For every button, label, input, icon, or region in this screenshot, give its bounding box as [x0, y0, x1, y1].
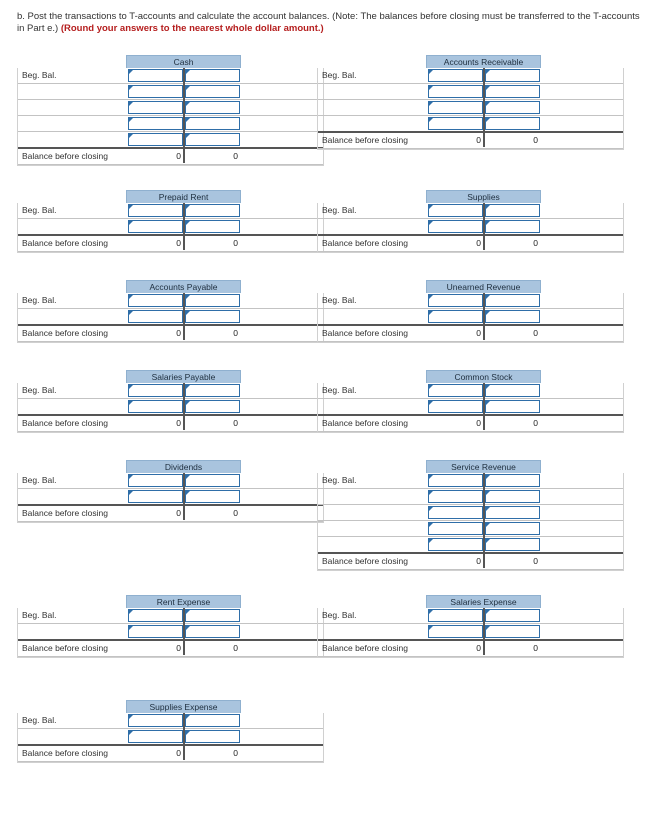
debit-input[interactable]	[428, 609, 483, 622]
debit-input[interactable]	[128, 101, 183, 114]
debit-input[interactable]	[128, 625, 183, 638]
entry-row	[318, 84, 623, 100]
debit-input[interactable]	[128, 730, 183, 743]
credit-balance: 0	[233, 328, 238, 338]
entry-row	[18, 203, 323, 219]
debit-input[interactable]	[428, 474, 483, 487]
entry-row	[18, 309, 323, 326]
t-account-body	[17, 203, 324, 253]
beg-bal-label: Beg. Bal.	[22, 715, 57, 725]
beg-bal-label: Beg. Bal.	[322, 295, 357, 305]
beg-bal-label: Beg. Bal.	[22, 295, 57, 305]
entry-row	[18, 84, 323, 100]
credit-input[interactable]	[485, 522, 540, 535]
entry-row	[18, 219, 323, 236]
credit-balance: 0	[533, 556, 538, 566]
debit-input[interactable]	[428, 204, 483, 217]
debit-balance: 0	[176, 238, 181, 248]
beg-bal-label: Beg. Bal.	[22, 385, 57, 395]
credit-balance: 0	[533, 135, 538, 145]
t-account-body	[17, 383, 324, 433]
t-account-title: Unearned Revenue	[426, 280, 541, 293]
credit-input[interactable]	[485, 609, 540, 622]
balance-label: Balance before closing	[322, 418, 409, 428]
debit-balance: 0	[176, 418, 181, 428]
balance-row	[318, 326, 623, 342]
entry-row	[318, 537, 623, 554]
t-account-body	[17, 68, 324, 166]
entry-row	[18, 608, 323, 624]
debit-input[interactable]	[428, 538, 483, 551]
debit-input[interactable]	[428, 522, 483, 535]
debit-input[interactable]	[128, 294, 183, 307]
credit-input[interactable]	[485, 474, 540, 487]
debit-input[interactable]	[428, 85, 483, 98]
balance-row	[318, 554, 623, 570]
t-account-unearned-revenue	[317, 280, 624, 343]
debit-balance: 0	[176, 508, 181, 518]
credit-input[interactable]	[185, 490, 240, 503]
instructions	[17, 11, 642, 34]
t-account-salaries-payable	[17, 370, 324, 433]
entry-row	[18, 132, 323, 149]
debit-input[interactable]	[428, 384, 483, 397]
entry-row	[18, 473, 323, 489]
credit-balance: 0	[533, 643, 538, 653]
entry-row	[18, 100, 323, 116]
credit-balance: 0	[533, 418, 538, 428]
debit-balance: 0	[176, 328, 181, 338]
entry-row	[18, 713, 323, 729]
t-account-title: Supplies Expense	[126, 700, 241, 713]
t-account-supplies	[317, 190, 624, 253]
t-account-title: Service Revenue	[426, 460, 541, 473]
debit-input[interactable]	[428, 400, 483, 413]
balance-row	[18, 506, 323, 522]
debit-balance: 0	[476, 328, 481, 338]
credit-input[interactable]	[185, 294, 240, 307]
debit-input[interactable]	[128, 490, 183, 503]
credit-input[interactable]	[485, 117, 540, 130]
entry-row	[318, 203, 623, 219]
entry-row	[318, 624, 623, 641]
beg-bal-label: Beg. Bal.	[322, 205, 357, 215]
debit-input[interactable]	[428, 490, 483, 503]
debit-balance: 0	[476, 556, 481, 566]
debit-input[interactable]	[128, 609, 183, 622]
credit-input[interactable]	[185, 117, 240, 130]
debit-balance: 0	[476, 238, 481, 248]
t-account-divider	[183, 473, 185, 520]
t-account-divider	[483, 68, 485, 147]
entry-row	[318, 116, 623, 133]
t-account-divider	[483, 203, 485, 250]
instructions-emphasis: (Round your answers to the nearest whole dollar amount.)	[60, 22, 324, 34]
t-account-divider	[483, 383, 485, 430]
credit-input[interactable]	[485, 294, 540, 307]
entry-row	[318, 219, 623, 236]
debit-balance: 0	[476, 643, 481, 653]
credit-input[interactable]	[485, 625, 540, 638]
t-account-divider	[483, 473, 485, 568]
credit-input[interactable]	[485, 506, 540, 519]
balance-label: Balance before closing	[322, 643, 409, 653]
t-account-title: Accounts Receivable	[426, 55, 541, 68]
entry-row	[318, 100, 623, 116]
t-account-title: Rent Expense	[126, 595, 241, 608]
t-account-title: Dividends	[126, 460, 241, 473]
t-account-divider	[483, 608, 485, 655]
credit-input[interactable]	[185, 204, 240, 217]
t-account-divider	[183, 608, 185, 655]
t-account-common-stock	[317, 370, 624, 433]
balance-label: Balance before closing	[322, 556, 409, 566]
t-account-divider	[183, 68, 185, 163]
entry-row	[318, 399, 623, 416]
credit-balance: 0	[533, 328, 538, 338]
debit-input[interactable]	[128, 714, 183, 727]
entry-row	[318, 521, 623, 537]
debit-balance: 0	[476, 135, 481, 145]
balance-label: Balance before closing	[322, 238, 409, 248]
balance-row	[18, 149, 323, 165]
credit-input[interactable]	[185, 400, 240, 413]
credit-input[interactable]	[485, 538, 540, 551]
debit-input[interactable]	[128, 400, 183, 413]
balance-row	[18, 746, 323, 762]
debit-input[interactable]	[128, 384, 183, 397]
balance-row	[318, 133, 623, 149]
credit-balance: 0	[233, 643, 238, 653]
entry-row	[18, 729, 323, 746]
credit-balance: 0	[533, 238, 538, 248]
credit-input[interactable]	[185, 101, 240, 114]
balance-row	[18, 326, 323, 342]
t-account-body	[17, 713, 324, 763]
debit-input[interactable]	[428, 220, 483, 233]
debit-input[interactable]	[128, 85, 183, 98]
credit-input[interactable]	[185, 730, 240, 743]
balance-label: Balance before closing	[322, 328, 409, 338]
credit-balance: 0	[233, 508, 238, 518]
entry-row	[318, 68, 623, 84]
t-account-body	[317, 473, 624, 571]
beg-bal-label: Beg. Bal.	[322, 385, 357, 395]
beg-bal-label: Beg. Bal.	[22, 610, 57, 620]
entry-row	[318, 383, 623, 399]
t-account-accounts-receivable	[317, 55, 624, 150]
balance-label: Balance before closing	[22, 328, 109, 338]
balance-row	[18, 236, 323, 252]
debit-balance: 0	[176, 151, 181, 161]
t-account-title: Salaries Payable	[126, 370, 241, 383]
entry-row	[318, 473, 623, 489]
credit-input[interactable]	[185, 384, 240, 397]
debit-input[interactable]	[428, 506, 483, 519]
entry-row	[18, 399, 323, 416]
debit-input[interactable]	[128, 220, 183, 233]
debit-input[interactable]	[428, 310, 483, 323]
entry-row	[318, 293, 623, 309]
t-account-service-revenue	[317, 460, 624, 571]
credit-input[interactable]	[185, 133, 240, 146]
entry-row	[18, 293, 323, 309]
debit-input[interactable]	[428, 294, 483, 307]
balance-label: Balance before closing	[22, 238, 109, 248]
t-account-prepaid-rent	[17, 190, 324, 253]
credit-input[interactable]	[185, 474, 240, 487]
credit-input[interactable]	[485, 400, 540, 413]
entry-row	[318, 309, 623, 326]
credit-balance: 0	[233, 418, 238, 428]
t-account-title: Cash	[126, 55, 241, 68]
debit-input[interactable]	[128, 474, 183, 487]
credit-balance: 0	[233, 151, 238, 161]
t-account-body	[317, 383, 624, 433]
balance-label: Balance before closing	[322, 135, 409, 145]
credit-input[interactable]	[185, 609, 240, 622]
entry-row	[18, 624, 323, 641]
balance-label: Balance before closing	[22, 151, 109, 161]
debit-balance: 0	[176, 643, 181, 653]
t-account-title: Common Stock	[426, 370, 541, 383]
t-account-body	[17, 473, 324, 523]
debit-input[interactable]	[428, 101, 483, 114]
credit-balance: 0	[233, 748, 238, 758]
balance-row	[318, 416, 623, 432]
balance-row	[18, 416, 323, 432]
credit-input[interactable]	[485, 384, 540, 397]
debit-input[interactable]	[428, 625, 483, 638]
t-account-body	[17, 608, 324, 658]
t-account-accounts-payable	[17, 280, 324, 343]
t-account-supplies-expense	[17, 700, 324, 763]
t-account-divider	[183, 713, 185, 760]
t-account-body	[317, 68, 624, 150]
t-account-cash	[17, 55, 324, 166]
debit-input[interactable]	[428, 117, 483, 130]
debit-input[interactable]	[428, 69, 483, 82]
t-account-title: Salaries Expense	[426, 595, 541, 608]
balance-row	[318, 641, 623, 657]
t-account-salaries-expense	[317, 595, 624, 658]
credit-input[interactable]	[485, 204, 540, 217]
credit-input[interactable]	[185, 310, 240, 323]
beg-bal-label: Beg. Bal.	[322, 610, 357, 620]
credit-input[interactable]	[485, 490, 540, 503]
credit-input[interactable]	[485, 310, 540, 323]
debit-input[interactable]	[128, 204, 183, 217]
credit-input[interactable]	[185, 625, 240, 638]
beg-bal-label: Beg. Bal.	[322, 475, 357, 485]
debit-input[interactable]	[128, 117, 183, 130]
entry-row	[18, 489, 323, 506]
instructions-text: b. Post the transactions to T-accounts and calculate the account balances. (Note: The balances before closing must be transferred to the T-accounts in Part e.)	[17, 11, 640, 34]
balance-label: Balance before closing	[22, 748, 109, 758]
entry-row	[318, 505, 623, 521]
t-account-title: Accounts Payable	[126, 280, 241, 293]
balance-label: Balance before closing	[22, 643, 109, 653]
credit-input[interactable]	[485, 69, 540, 82]
credit-balance: 0	[233, 238, 238, 248]
t-account-body	[317, 293, 624, 343]
balance-label: Balance before closing	[22, 508, 109, 518]
entry-row	[18, 68, 323, 84]
entry-row	[18, 383, 323, 399]
beg-bal-label: Beg. Bal.	[22, 205, 57, 215]
debit-input[interactable]	[128, 133, 183, 146]
t-account-rent-expense	[17, 595, 324, 658]
credit-input[interactable]	[485, 85, 540, 98]
debit-input[interactable]	[128, 310, 183, 323]
debit-input[interactable]	[128, 69, 183, 82]
credit-input[interactable]	[185, 85, 240, 98]
entry-row	[318, 489, 623, 505]
t-account-title: Prepaid Rent	[126, 190, 241, 203]
credit-input[interactable]	[485, 101, 540, 114]
entry-row	[318, 608, 623, 624]
credit-input[interactable]	[185, 714, 240, 727]
beg-bal-label: Beg. Bal.	[22, 70, 57, 80]
debit-balance: 0	[176, 748, 181, 758]
t-account-divider	[183, 293, 185, 340]
t-account-body	[17, 293, 324, 343]
t-account-title: Supplies	[426, 190, 541, 203]
balance-row	[318, 236, 623, 252]
beg-bal-label: Beg. Bal.	[322, 70, 357, 80]
t-account-divider	[183, 383, 185, 430]
credit-input[interactable]	[185, 69, 240, 82]
t-account-body	[317, 203, 624, 253]
entry-row	[18, 116, 323, 132]
credit-input[interactable]	[185, 220, 240, 233]
debit-balance: 0	[476, 418, 481, 428]
t-account-divider	[183, 203, 185, 250]
balance-label: Balance before closing	[22, 418, 109, 428]
t-account-divider	[483, 293, 485, 340]
balance-row	[18, 641, 323, 657]
credit-input[interactable]	[485, 220, 540, 233]
t-account-dividends	[17, 460, 324, 523]
beg-bal-label: Beg. Bal.	[22, 475, 57, 485]
t-account-body	[317, 608, 624, 658]
